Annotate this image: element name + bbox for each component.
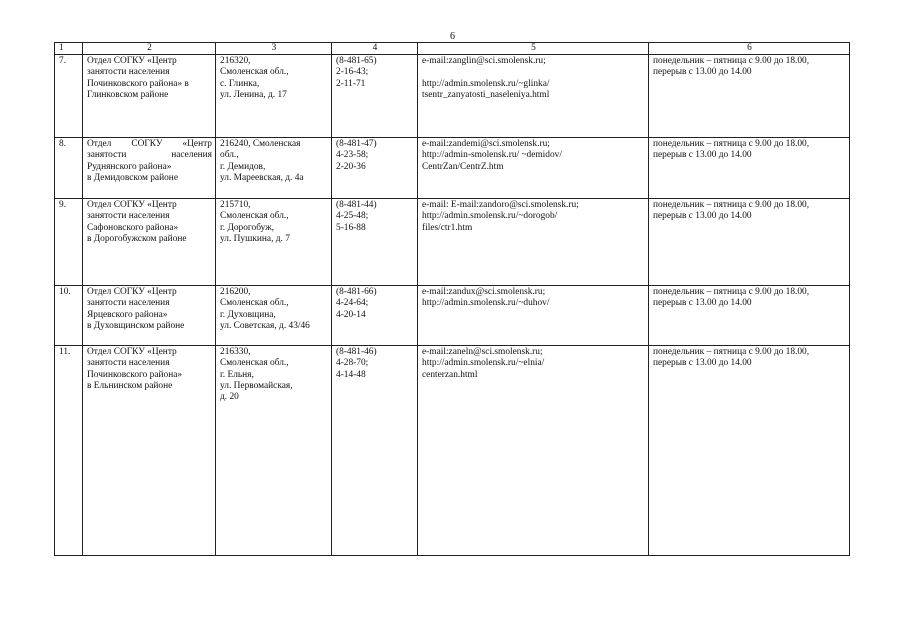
hours-line: перерыв с 13.00 до 14.00 bbox=[653, 298, 752, 309]
table-header-row bbox=[55, 43, 850, 55]
address-line: д. 20 bbox=[220, 392, 239, 403]
address-line: 216330, bbox=[220, 347, 251, 358]
website-link[interactable]: http://admin.smolensk.ru/~elnia/ bbox=[422, 358, 545, 369]
address-line: 216320, bbox=[220, 56, 251, 67]
contacts-cell bbox=[418, 55, 649, 138]
address-line: ул. Пушкина, д. 7 bbox=[220, 233, 290, 244]
organization-line: в Ельнинском районе bbox=[87, 380, 173, 391]
employment-centers-table bbox=[54, 42, 850, 556]
phone-line: (8-481-46) bbox=[336, 347, 377, 358]
row-number: 11. bbox=[55, 346, 83, 556]
hours-line: понедельник – пятница с 9.00 до 18.00, bbox=[653, 139, 810, 150]
organization-line: Отдел СОГКУ «Центр bbox=[87, 56, 177, 67]
table-row bbox=[55, 346, 850, 556]
address-line: г. Демидов, bbox=[220, 161, 266, 172]
hours-line: понедельник – пятница с 9.00 до 18.00, bbox=[653, 200, 810, 211]
address-line: 215710, bbox=[220, 200, 251, 211]
phone-line: 2-16-43; bbox=[336, 67, 369, 78]
website-link[interactable]: files/ctr1.htm bbox=[422, 222, 473, 233]
address-line: Смоленская обл., bbox=[220, 358, 289, 369]
phone-cell bbox=[332, 55, 418, 138]
contacts-cell bbox=[418, 138, 649, 199]
organization-line: в Демидовском районе bbox=[87, 172, 178, 183]
row-number: 8. bbox=[55, 138, 83, 199]
organization-line: занятости населения bbox=[87, 67, 170, 78]
organization-line: занятости населения bbox=[87, 211, 170, 222]
hours-line: перерыв с 13.00 до 14.00 bbox=[653, 150, 752, 161]
hours-cell bbox=[649, 346, 850, 556]
phone-line: (8-481-66) bbox=[336, 287, 377, 298]
organization-line: Глинковском районе bbox=[87, 89, 169, 100]
email-text: e-mail:zaneln@sci.smolensk.ru; bbox=[422, 347, 543, 358]
organization-cell bbox=[83, 199, 216, 286]
phone-cell bbox=[332, 138, 418, 199]
address-cell bbox=[216, 346, 332, 556]
table-row bbox=[55, 286, 850, 346]
address-cell bbox=[216, 286, 332, 346]
organization-line: занятости населения bbox=[87, 358, 170, 369]
address-line: ул. Советская, д. 43/46 bbox=[220, 320, 310, 331]
hours-line: перерыв с 13.00 до 14.00 bbox=[653, 67, 752, 78]
email-text: e-mail:zandemi@sci.smolensk.ru; bbox=[422, 139, 550, 150]
phone-line: 4-23-58; bbox=[336, 150, 369, 161]
page-number: 6 bbox=[450, 31, 455, 42]
website-link[interactable]: http://admin.smolensk.ru/~duhov/ bbox=[422, 298, 550, 309]
table-row bbox=[55, 55, 850, 138]
phone-line: (8-481-65) bbox=[336, 56, 377, 67]
website-link[interactable]: CentrZan/CentrZ.htm bbox=[422, 161, 504, 172]
address-line: 216240, Смоленская bbox=[220, 139, 301, 150]
phone-line: 4-25-48; bbox=[336, 211, 369, 222]
organization-line: занятости населения bbox=[87, 298, 170, 309]
hours-cell bbox=[649, 286, 850, 346]
hours-line: понедельник – пятница с 9.00 до 18.00, bbox=[653, 347, 810, 358]
organization-line: Отдел СОГКУ «Центр bbox=[87, 287, 177, 298]
website-link[interactable]: centerzan.html bbox=[422, 369, 478, 380]
phone-line: 5-16-88 bbox=[336, 222, 366, 233]
hours-line: перерыв с 13.00 до 14.00 bbox=[653, 358, 752, 369]
contacts-cell bbox=[418, 346, 649, 556]
organization-cell bbox=[83, 286, 216, 346]
organization-line: Ярцевского района» bbox=[87, 309, 168, 320]
website-link[interactable]: http://admin.smolensk.ru/~glinka/ bbox=[422, 78, 550, 89]
column-header-6: 6 bbox=[649, 43, 850, 55]
hours-cell bbox=[649, 199, 850, 286]
phone-line: 2-11-71 bbox=[336, 78, 366, 89]
website-link[interactable]: http://admin-smolensk.ru/ ~demidov/ bbox=[422, 150, 562, 161]
phone-line: 4-28-70; bbox=[336, 358, 369, 369]
phone-line: (8-481-44) bbox=[336, 200, 377, 211]
address-cell bbox=[216, 138, 332, 199]
hours-line: понедельник – пятница с 9.00 до 18.00, bbox=[653, 56, 810, 67]
website-link[interactable]: http://admin.smolensk.ru/~dorogob/ bbox=[422, 211, 558, 222]
row-number: 10. bbox=[55, 286, 83, 346]
phone-cell bbox=[332, 346, 418, 556]
organization-line: Отдел СОГКУ «Центр bbox=[87, 347, 177, 358]
organization-line: Руднянского района» bbox=[87, 161, 172, 172]
phone-line: 4-24-64; bbox=[336, 298, 369, 309]
hours-cell bbox=[649, 138, 850, 199]
row-number: 7. bbox=[55, 55, 83, 138]
organization-line: в Духовщинском районе bbox=[87, 320, 185, 331]
organization-line: Починковского района» в bbox=[87, 78, 189, 89]
address-line: ул. Первомайская, bbox=[220, 380, 293, 391]
contacts-cell bbox=[418, 286, 649, 346]
address-line: Смоленская обл., bbox=[220, 67, 289, 78]
table-row bbox=[55, 138, 850, 199]
address-line: обл., bbox=[220, 150, 239, 161]
organization-line: Отдел СОГКУ «Центр bbox=[87, 139, 212, 150]
hours-line: понедельник – пятница с 9.00 до 18.00, bbox=[653, 287, 810, 298]
phone-line: 2-20-36 bbox=[336, 161, 366, 172]
column-header-4: 4 bbox=[332, 43, 418, 55]
email-text: e-mail:zandux@sci.smolensk.ru; bbox=[422, 287, 546, 298]
organization-line: занятости населения bbox=[87, 150, 212, 161]
column-header-2: 2 bbox=[83, 43, 216, 55]
phone-line: (8-481-47) bbox=[336, 139, 377, 150]
organization-cell bbox=[83, 346, 216, 556]
contacts-cell bbox=[418, 199, 649, 286]
organization-line: Починковского района» bbox=[87, 369, 183, 380]
hours-cell bbox=[649, 55, 850, 138]
phone-line: 4-20-14 bbox=[336, 309, 366, 320]
organization-line: в Дорогобужском районе bbox=[87, 233, 187, 244]
website-link[interactable]: tsentr_zanyatosti_naseleniya.html bbox=[422, 89, 550, 100]
column-header-3: 3 bbox=[216, 43, 332, 55]
address-line: 216200, bbox=[220, 287, 251, 298]
address-cell bbox=[216, 55, 332, 138]
column-header-1: 1 bbox=[55, 43, 83, 55]
hours-line: перерыв с 13.00 до 14.00 bbox=[653, 211, 752, 222]
row-number: 9. bbox=[55, 199, 83, 286]
email-text: e-mail:zanglin@sci.smolensk.ru; bbox=[422, 56, 546, 67]
address-line: г. Духовщина, bbox=[220, 309, 276, 320]
email-text: e-mail: E-mail:zandoro@sci.smolensk.ru; bbox=[422, 200, 579, 211]
phone-line: 4-14-48 bbox=[336, 369, 366, 380]
address-line: с. Глинка, bbox=[220, 78, 260, 89]
address-line: ул. Мареевская, д. 4а bbox=[220, 172, 304, 183]
phone-cell bbox=[332, 286, 418, 346]
address-cell bbox=[216, 199, 332, 286]
address-line: г. Ельня, bbox=[220, 369, 254, 380]
organization-cell bbox=[83, 55, 216, 138]
address-line: Смоленская обл., bbox=[220, 211, 289, 222]
address-line: Смоленская обл., bbox=[220, 298, 289, 309]
contacts-spacer bbox=[422, 67, 645, 78]
organization-line: Отдел СОГКУ «Центр bbox=[87, 200, 177, 211]
organization-line: Сафоновского района» bbox=[87, 222, 179, 233]
phone-cell bbox=[332, 199, 418, 286]
table-row bbox=[55, 199, 850, 286]
address-line: г. Дорогобуж, bbox=[220, 222, 275, 233]
column-header-5: 5 bbox=[418, 43, 649, 55]
address-line: ул. Ленина, д. 17 bbox=[220, 89, 287, 100]
organization-cell bbox=[83, 138, 216, 199]
